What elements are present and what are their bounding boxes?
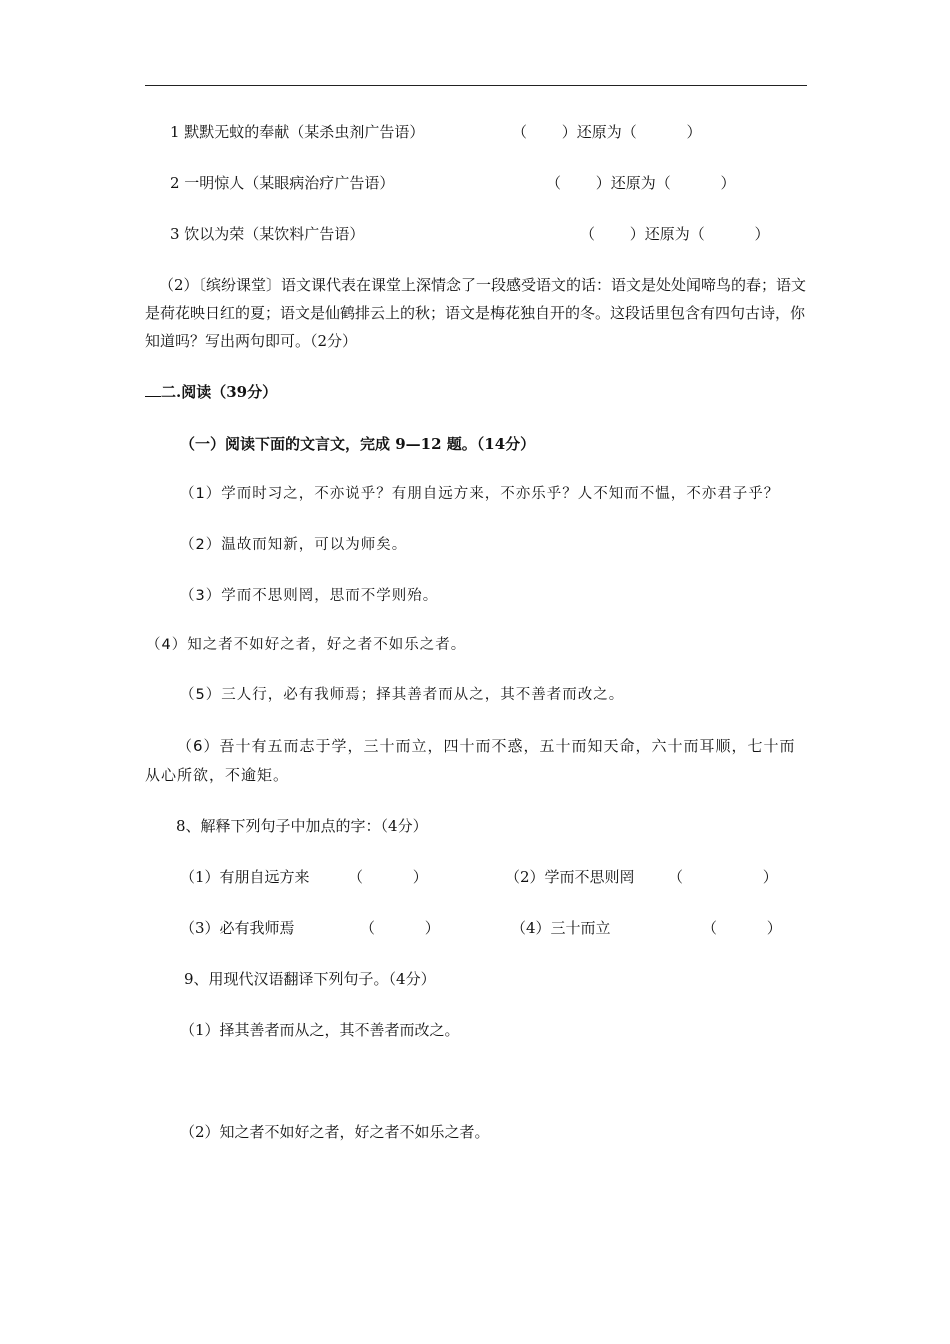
q8-item-1: （1）有朋自远方来 xyxy=(180,868,310,886)
q9-title: 9、用现代汉语翻译下列句子。（4分） xyxy=(184,970,436,988)
q9-item-1: （1）择其善者而从之，其不善者而改之。 xyxy=(180,1021,460,1039)
passage-4: （4）知之者不如好之者，好之者不如乐之者。 xyxy=(146,637,467,653)
ad-item-3: 3 饮以为荣（某饮料广告语） xyxy=(170,225,365,243)
subsection-title: （一）阅读下面的文言文，完成 9—12 题。（14分） xyxy=(180,435,536,453)
q9-item-2: （2）知之者不如好之者，好之者不如乐之者。 xyxy=(180,1123,490,1141)
ad-item-2: 2 一明惊人（某眼病治疗广告语） xyxy=(170,174,395,192)
section-underline xyxy=(145,382,161,397)
q8-item-4: （4）三十而立 xyxy=(511,919,611,937)
passage-6: （6）吾十有五而志于学，三十而立，四十而不惑，五十而知天命，六十而耳顺，七十而从心所欲，不逾矩。 xyxy=(145,737,796,784)
q8-item-2: （2）学而不思则罔 xyxy=(505,868,635,886)
ad-item-1: 1 默默无蚊的奉献（某杀虫剂广告语） xyxy=(170,123,425,141)
q8-title: 8、解释下列句子中加点的字：（4分） xyxy=(176,817,428,835)
passage-3: （3）学而不思则罔，思而不学则殆。 xyxy=(180,588,439,604)
q8-item-3-blank: （ ） xyxy=(360,919,440,937)
question-2-text: （2）〔缤纷课堂〕语文课代表在课堂上深情念了一段感受语文的话：语文是处处闻啼鸟的春；语文是荷花映日红的夏；语文是仙鹤排云上的秋；语文是梅花独自开的冬。这段话里包含有四句古诗，你知道吗？写出两句即可。（2分） xyxy=(145,276,807,350)
section-title xyxy=(145,382,277,402)
q8-item-3: （3）必有我师焉 xyxy=(180,919,295,937)
section-title-text: 二.阅读（39分） xyxy=(161,383,278,401)
passage-2: （2）温故而知新，可以为师矣。 xyxy=(180,537,408,553)
q8-item-4-blank: （ ） xyxy=(702,919,782,937)
ad-item-2-blank: （ ）还原为（ ） xyxy=(546,174,736,192)
ad-item-1-blank: （ ）还原为（ ） xyxy=(512,123,702,141)
q8-item-2-blank: （ ） xyxy=(668,868,778,886)
passage-5: （5）三人行，必有我师焉；择其善者而从之，其不善者而改之。 xyxy=(180,687,625,703)
ad-item-3-blank: （ ）还原为（ ） xyxy=(580,225,770,243)
passage-1: （1）学而时习之，不亦说乎？有朋自远方来，不亦乐乎？人不知而不愠，不亦君子乎？ xyxy=(180,486,780,502)
q8-item-1-blank: （ ） xyxy=(348,868,428,886)
header-rule xyxy=(145,85,807,86)
